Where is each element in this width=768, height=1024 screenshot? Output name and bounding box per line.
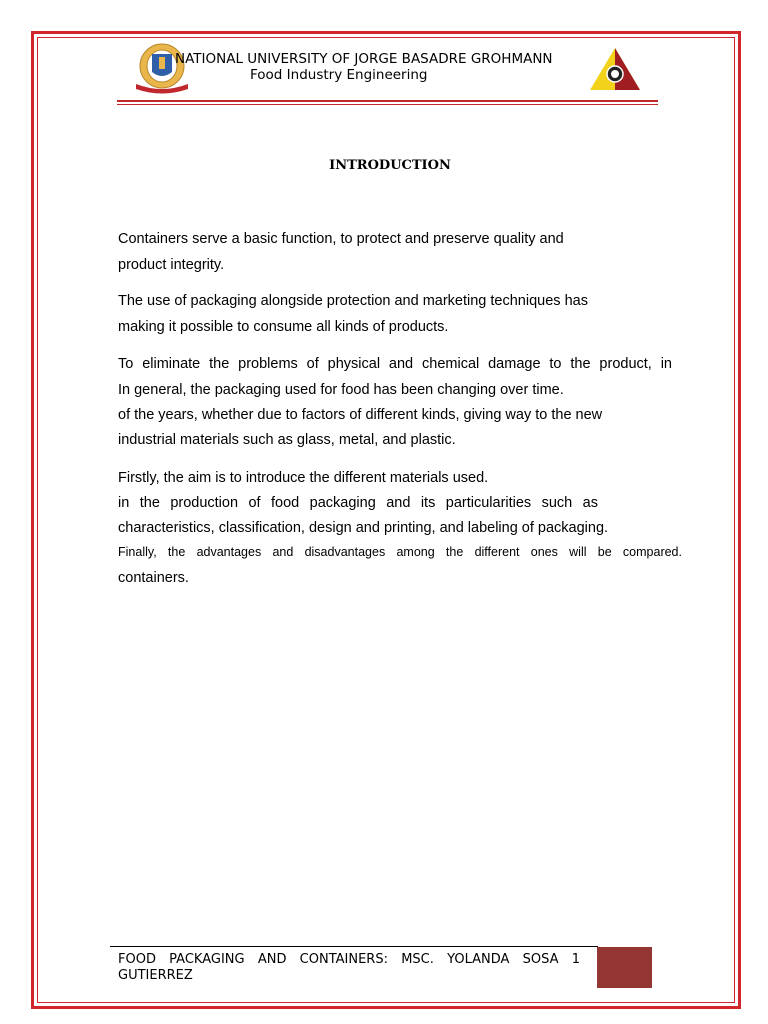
faculty-name: Food Industry Engineering xyxy=(250,67,428,83)
paragraph-line: To eliminate the problems of physical and chemical damage to the product, in xyxy=(118,356,672,372)
paragraph-line: Containers serve a basic function, to protect and preserve quality and xyxy=(118,231,564,247)
footer-text xyxy=(118,952,580,984)
footer-line-2: GUTIERREZ xyxy=(118,968,193,983)
paragraph-line: Firstly, the aim is to introduce the different materials used. xyxy=(118,470,489,486)
paragraph-line: product integrity. xyxy=(118,257,225,273)
footer-rule xyxy=(110,946,598,947)
faculty-triangle-logo xyxy=(588,46,642,94)
page-title: INTRODUCTION xyxy=(329,158,451,173)
footer-line-1: FOOD PACKAGING AND CONTAINERS: MSC. YOLANDA SOSA 1 xyxy=(118,952,580,967)
university-name: NATIONAL UNIVERSITY OF JORGE BASADRE GROHMANN xyxy=(175,51,553,67)
header-rule-thin xyxy=(117,104,658,105)
paragraph-line: Finally, the advantages and disadvantages among the different ones will be compared. xyxy=(118,545,682,559)
paragraph-line: industrial materials such as glass, metal, and plastic. xyxy=(118,432,456,448)
paragraph-line: characteristics, classification, design and printing, and labeling of packaging. xyxy=(118,520,609,536)
paragraph-line: In general, the packaging used for food has been changing over time. xyxy=(118,382,564,398)
paragraph-line: in the production of food packaging and its particularities such as xyxy=(118,495,598,511)
paragraph-line: containers. xyxy=(118,570,189,586)
header-rule xyxy=(117,100,658,102)
paragraph-line: The use of packaging alongside protection and marketing techniques has xyxy=(118,293,588,309)
paragraph-line: making it possible to consume all kinds of products. xyxy=(118,319,449,335)
footer-color-block xyxy=(597,947,652,988)
paragraph-line: of the years, whether due to factors of different kinds, giving way to the new xyxy=(118,407,603,423)
